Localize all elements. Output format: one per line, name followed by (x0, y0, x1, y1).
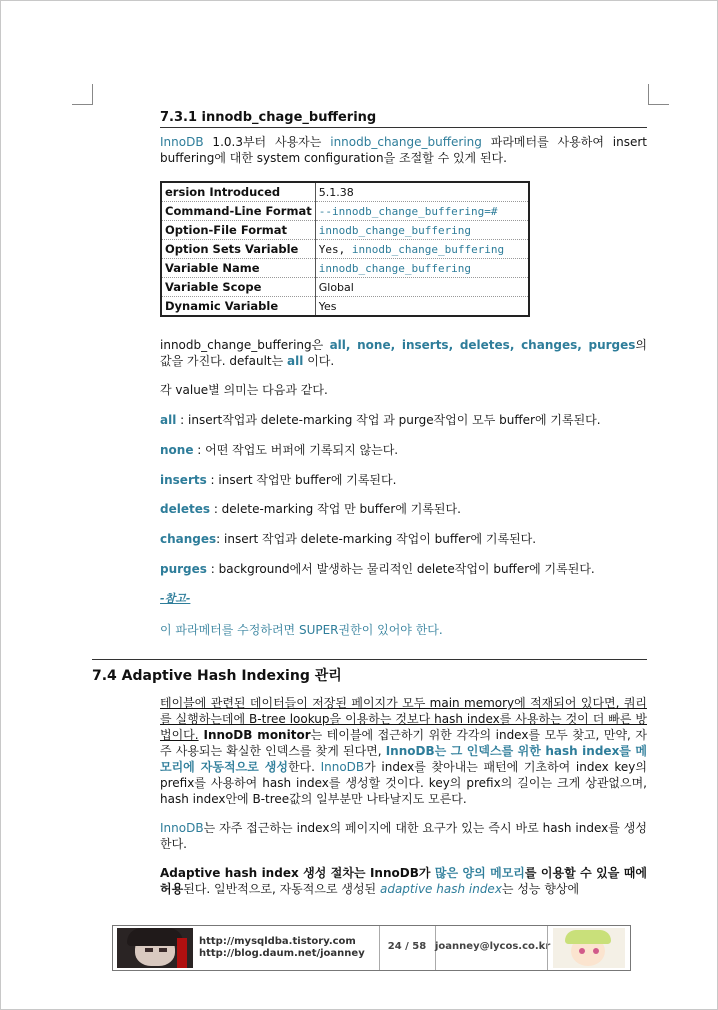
definition-item: all : insert작업과 delete-marking 작업 과 purge작업이 모두 buffer에 기록된다. (160, 413, 601, 427)
crop-mark-right (648, 84, 669, 105)
section-heading: 7.3.1 innodb_chage_buffering (160, 110, 647, 128)
definition-item: none : 어떤 작업도 버퍼에 기록되지 않는다. (160, 443, 399, 457)
definition-item: purges : background에서 발생하는 물리적인 delete작업이 buffer에 기록된다. (160, 562, 595, 576)
table-row: Variable Name innodb_change_buffering (161, 259, 529, 278)
option-table (160, 181, 530, 317)
crop-mark-left (72, 84, 93, 105)
definition-item: deletes : delete-marking 작업 만 buffer에 기록된다. (160, 502, 461, 516)
table-row: Option-File Format innodb_change_buffering (161, 221, 529, 240)
definition-item: inserts : insert 작업만 buffer에 기록된다. (160, 473, 397, 487)
blog-link-1[interactable]: http://mysqldba.tistory.com (199, 936, 356, 947)
table-row: ersion Introduced 5.1.38 (161, 182, 529, 202)
footer-links (199, 936, 365, 960)
author-avatar-image (117, 928, 193, 968)
values-paragraph: innodb_change_buffering은 all, none, inserts, deletes, changes, purges의 값을 가진다. default는 all 이다. (160, 338, 647, 368)
section2-heading: 7.4 Adaptive Hash Indexing 관리 (92, 668, 342, 684)
author-email: joanney@lycos.co.kr (435, 941, 551, 952)
blog-link-2[interactable]: http://blog.daum.net/joanney (199, 948, 365, 959)
table-row: Dynamic Variable Yes (161, 297, 529, 317)
page-footer (112, 925, 631, 971)
note-text: 이 파라메터를 수정하려면 SUPER권한이 있어야 한다. (160, 623, 443, 637)
mascot-image (553, 928, 625, 968)
definition-item: changes: insert 작업과 delete-marking 작업이 buffer에 기록된다. (160, 532, 537, 546)
section-divider (92, 659, 647, 660)
intro-paragraph: InnoDB 1.0.3부터 사용자는 innodb_change_buffering 파라메터를 사용하여 insert buffering에 대한 system configuration을 조절할 수 있게 된다. (160, 135, 647, 165)
adaptive-hash-paragraph-3: Adaptive hash index 생성 절차는 InnoDB가 많은 양의 메모리를 이용할 수 있을 때에 허용된다. 일반적으로, 자동적으로 생성된 adaptive hash index는 성능 향상에 (160, 866, 647, 896)
table-row: Command-Line Format --innodb_change_buffering=# (161, 202, 529, 221)
meaning-intro: 각 value별 의미는 다음과 같다. (160, 383, 328, 397)
table-row: Option Sets Variable Yes, innodb_change_buffering (161, 240, 529, 259)
table-row: Variable Scope Global (161, 278, 529, 297)
adaptive-hash-paragraph-1: 테이블에 관련된 데이터들이 저장된 페이지가 모두 main memory에 적재되어 있다면, 쿼리를 실행하는데에 B-tree lookup을 이용하는 것보다 hash index를 사용하는 것이 더 빠른 방법이다. InnoDB monitor는 테이블에 접근하기 위한 각각의 index를 모두 찾고, 만약, 자주 사용되는 확실한 인덱스를 찾게 된다면, InnoDB는 그 인덱스를 위한 hash index를 메모리에 자동적으로 생성한다. InnoDB가 index를 찾아내는 패턴에 기초하여 index key의 prefix를 사용하여 hash index를 생성할 것이다. key의 prefix의 길이는 크게 상관없으며, hash index안에 B-tree값의 일부분만 나타날지도 모른다. (160, 696, 647, 806)
adaptive-hash-paragraph-2: InnoDB는 자주 접근하는 index의 페이지에 대한 요구가 있는 즉시 바로 hash index를 생성한다. (160, 821, 647, 851)
page-number: 24 / 58 (387, 941, 427, 952)
note-label: -참고- (160, 592, 191, 605)
